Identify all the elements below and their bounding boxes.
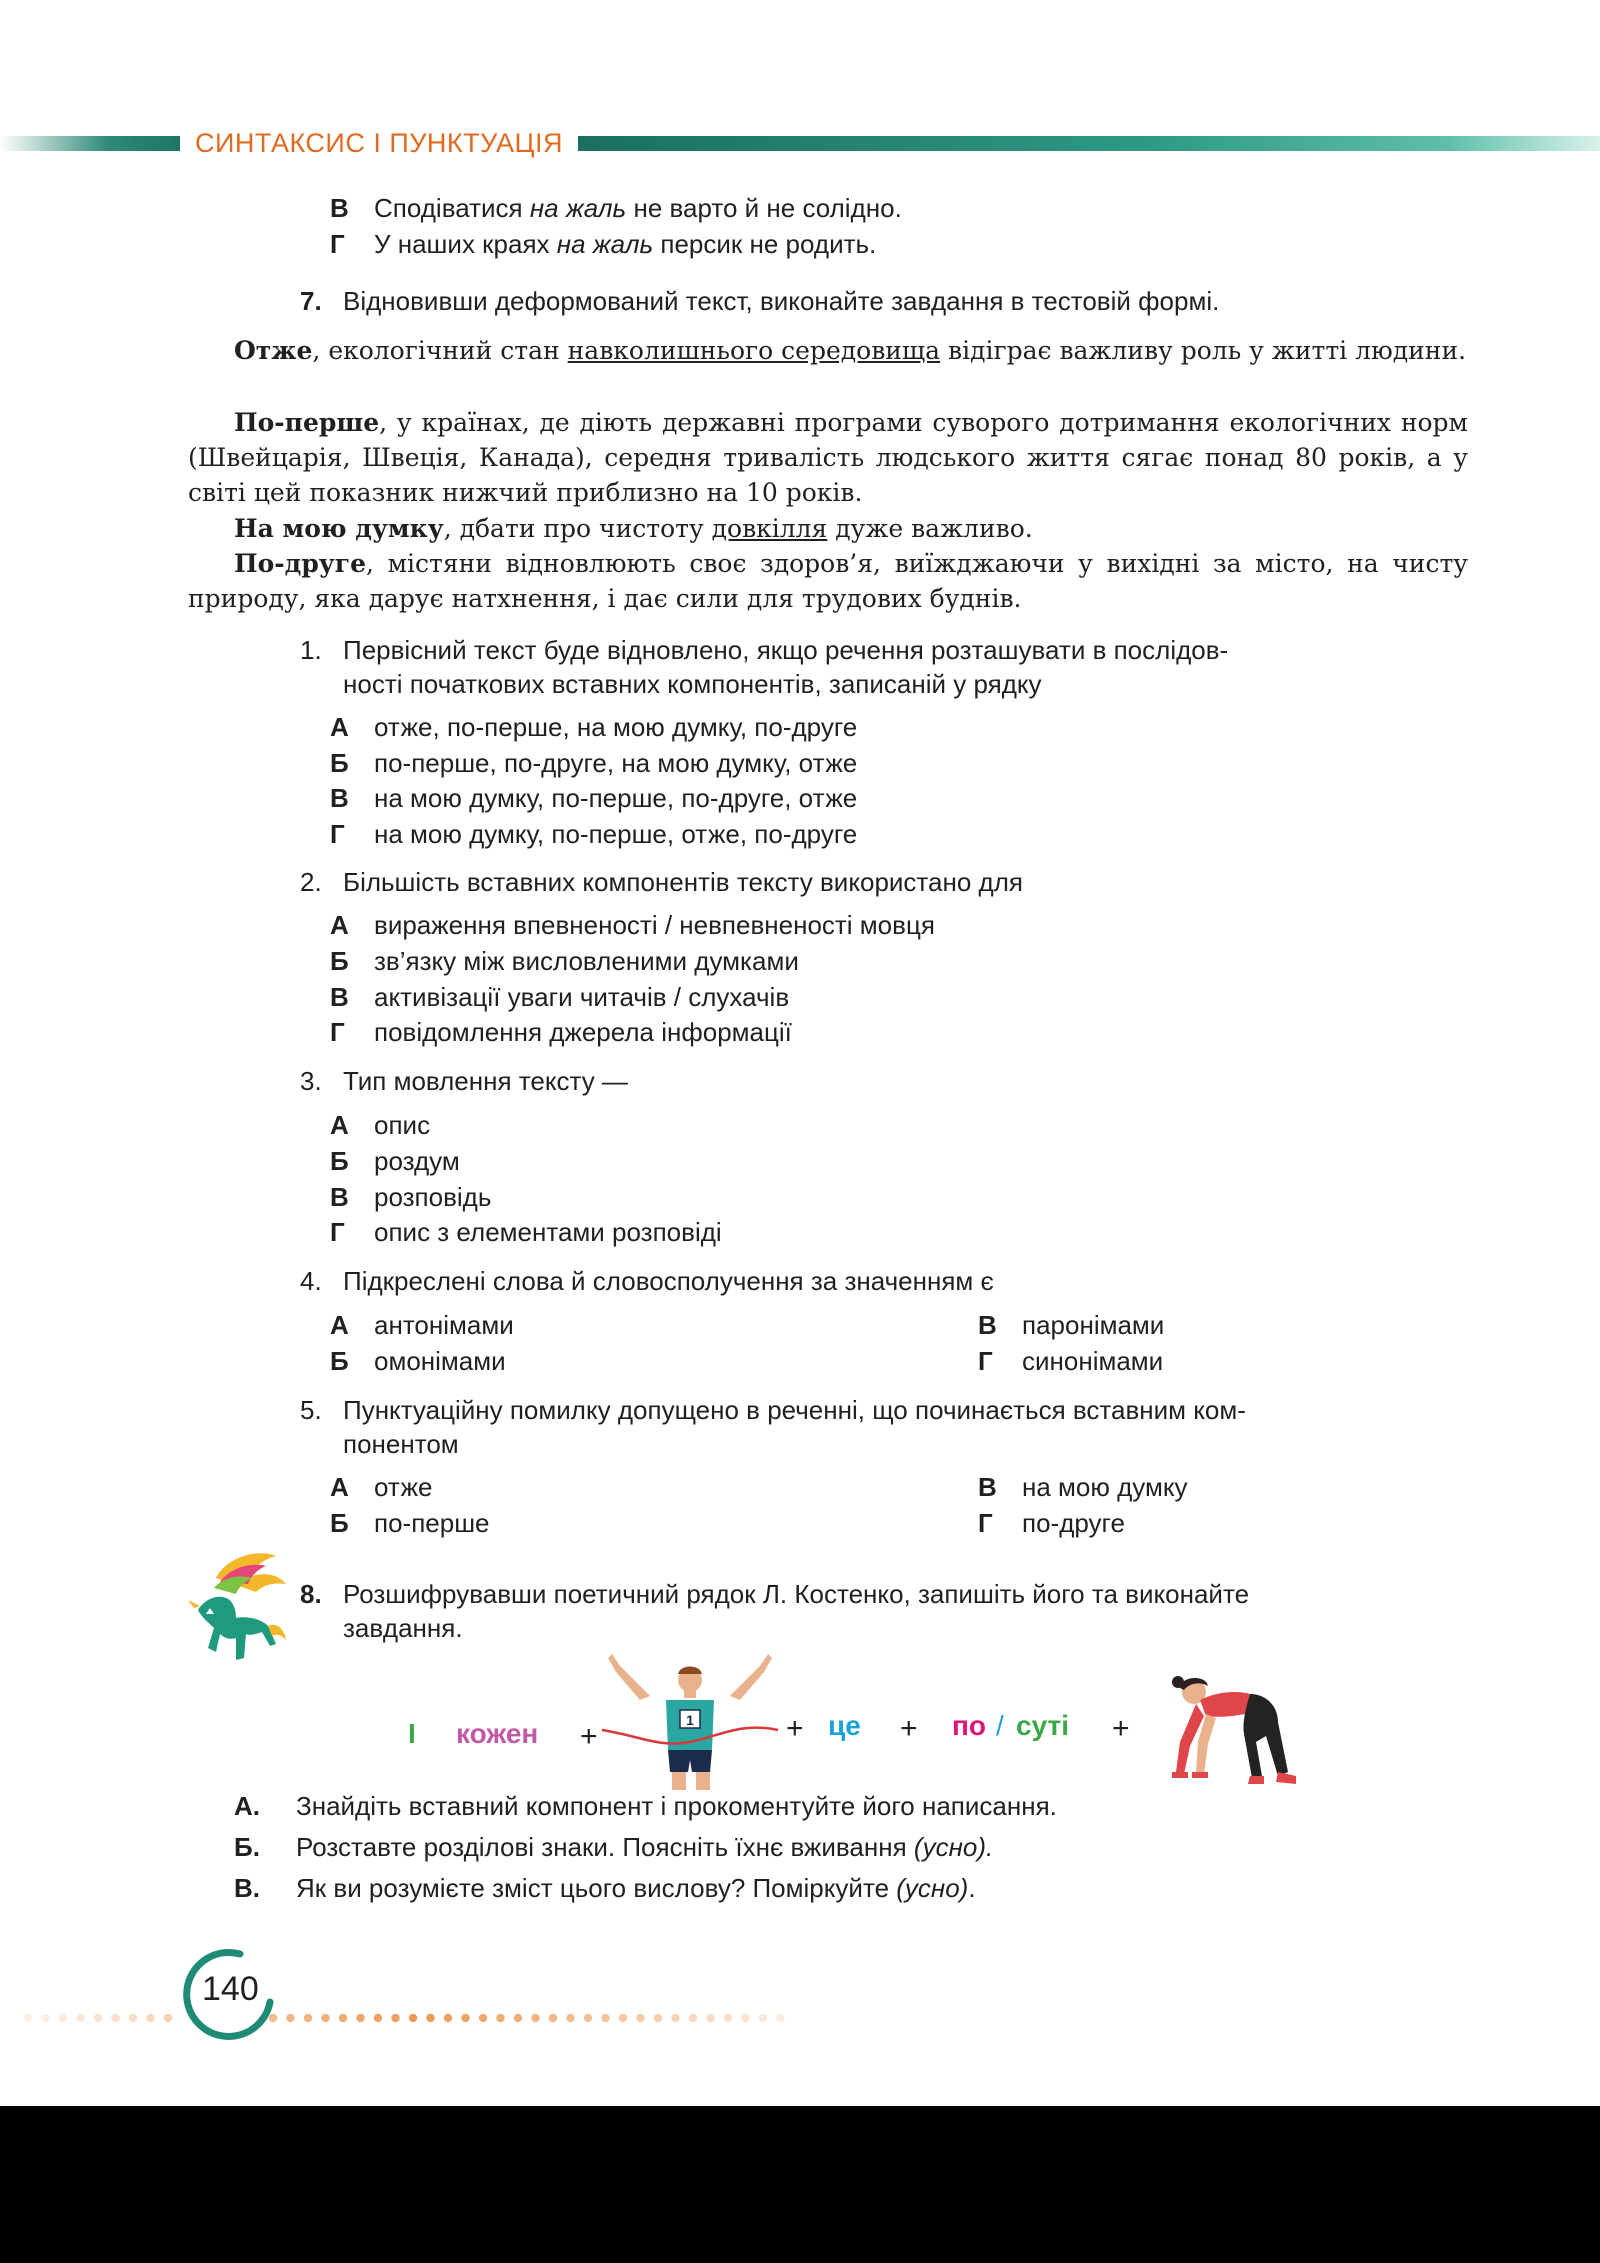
option-letter: Б	[330, 748, 349, 778]
item-text: Знайдіть вставний компонент і прокоментуйте його написання.	[296, 1791, 1057, 1821]
footer-dot	[41, 2014, 49, 2022]
option-letter: Б	[330, 1346, 349, 1376]
page-number: 140	[202, 1970, 259, 2008]
question-number: 5.	[300, 1395, 322, 1425]
answer-option[interactable]	[330, 1214, 722, 1250]
footer-dot	[76, 2014, 84, 2022]
footer-dot	[776, 2014, 784, 2022]
option-letter: Г	[978, 1346, 993, 1376]
option-letter: Г	[978, 1508, 993, 1538]
prev-option-v	[330, 190, 902, 226]
footer-dot	[339, 2014, 347, 2022]
footer-dot	[566, 2014, 574, 2022]
footer-dot	[304, 2014, 312, 2022]
header-bar-right	[578, 136, 1600, 151]
option-text: паронімами	[1022, 1310, 1165, 1340]
option-letter: Б	[330, 1146, 349, 1176]
question-number: 2.	[300, 867, 322, 897]
option-letter: В	[330, 193, 349, 223]
footer-dot	[24, 2014, 32, 2022]
answer-option[interactable]	[330, 1143, 460, 1179]
item-letter: Б.	[234, 1832, 260, 1862]
option-text: персик не родить.	[653, 229, 877, 259]
option-letter: В	[978, 1472, 997, 1502]
option-text: по-друге	[1022, 1508, 1125, 1538]
footer-dot	[759, 2014, 767, 2022]
footer-dot	[129, 2014, 137, 2022]
paragraph-text: , дбати про чистоту	[443, 514, 712, 543]
puzzle-word: кожен	[456, 1718, 539, 1749]
option-text: опис	[374, 1110, 431, 1140]
text-paragraph	[188, 546, 1468, 616]
option-text: на мою думку, по-перше, отже, по-друге	[374, 819, 858, 849]
item-letter: В.	[234, 1873, 260, 1903]
footer-dot	[146, 2014, 154, 2022]
paragraph-text: , екологічний стан	[312, 336, 568, 365]
task-number: 7.	[300, 286, 322, 316]
answer-option[interactable]	[330, 1014, 792, 1050]
answer-option[interactable]	[330, 979, 789, 1015]
underlined-phrase: довкілля	[711, 514, 828, 543]
footer-dot	[461, 2014, 469, 2022]
paragraph-bold: По-перше	[234, 408, 380, 437]
option-letter: А	[330, 712, 349, 742]
question-number: 4.	[300, 1266, 322, 1296]
option-text: отже	[374, 1472, 433, 1502]
footer-dot	[741, 2014, 749, 2022]
paragraph-bold: По-друге	[234, 549, 367, 578]
option-italic: на жаль	[529, 193, 627, 223]
footer-dot	[426, 2014, 434, 2022]
footer-dot	[584, 2014, 592, 2022]
puzzle-slash: /	[996, 1710, 1004, 1741]
footer-dot	[689, 2014, 697, 2022]
puzzle-word: І	[408, 1718, 416, 1749]
question-text: Підкреслені слова й словосполучення за значенням є	[343, 1266, 994, 1296]
item-text: .	[968, 1873, 976, 1903]
footer-dot	[321, 2014, 329, 2022]
option-letter: Б	[330, 946, 349, 976]
option-letter: А	[330, 910, 349, 940]
task-item	[234, 1829, 993, 1865]
question-number: 3.	[300, 1066, 322, 1096]
answer-option[interactable]	[330, 1343, 506, 1379]
answer-option[interactable]	[330, 1107, 430, 1143]
option-text: У наших краях	[374, 229, 557, 259]
option-text: на мою думку, по-перше, по-друге, отже	[374, 783, 858, 813]
plus-sign: +	[900, 1712, 918, 1745]
footer-dot	[356, 2014, 364, 2022]
answer-option[interactable]	[330, 907, 935, 943]
task-item	[234, 1870, 976, 1906]
paragraph-text: відіграє важливу роль у житті людини.	[940, 336, 1467, 365]
paragraph-text: дуже важливо.	[827, 514, 1033, 543]
task-instruction: Розшифрувавши поетичний рядок Л. Костенко, запишіть його та виконайте	[343, 1579, 1250, 1609]
text-paragraph	[188, 511, 1468, 546]
task-instruction: завдання.	[343, 1613, 463, 1643]
task-instruction: Відновивши деформований текст, виконайте завдання в тестовій формі.	[343, 286, 1220, 316]
option-text: опис з елементами розповіді	[374, 1217, 722, 1247]
option-text: омонімами	[374, 1346, 506, 1376]
option-text: на мою думку	[1022, 1472, 1188, 1502]
item-letter: А.	[234, 1791, 260, 1821]
paragraph-text: , містяни відновлюють своє здоров’я, виїжджаючи у вихідні за місто, на чисту природу, яка дарує натхнення, і дає сили для трудових буднів.	[188, 549, 1468, 613]
option-text: повідомлення джерела інформації	[374, 1017, 792, 1047]
option-text: синонімами	[1022, 1346, 1164, 1376]
runner-finish-image	[600, 1652, 780, 1792]
option-text: по-перше, по-друге, на мою думку, отже	[374, 748, 858, 778]
answer-option[interactable]	[330, 1505, 490, 1541]
option-text: по-перше	[374, 1508, 490, 1538]
option-text: не варто й не солідно.	[626, 193, 902, 223]
footer-dot	[724, 2014, 732, 2022]
footer-dot	[549, 2014, 557, 2022]
footer-dot	[391, 2014, 399, 2022]
option-text: роздум	[374, 1146, 460, 1176]
text-paragraph	[188, 333, 1468, 368]
option-text: розповідь	[374, 1182, 492, 1212]
header-bar-left	[0, 136, 180, 151]
text-paragraph	[188, 405, 1468, 510]
option-letter: В	[978, 1310, 997, 1340]
runner-start-image	[1166, 1672, 1302, 1790]
footer-dot	[94, 2014, 102, 2022]
option-letter: Г	[330, 1217, 345, 1247]
question-text: Первісний текст буде відновлено, якщо речення розташувати в послідов-	[343, 635, 1229, 665]
option-letter: Б	[330, 1508, 349, 1538]
answer-option[interactable]	[978, 1505, 1125, 1541]
footer-dot	[286, 2014, 294, 2022]
item-text: Розставте розділові знаки. Поясніть їхнє вживання	[296, 1832, 914, 1862]
answer-option[interactable]	[330, 1307, 514, 1343]
bottom-black-area	[0, 2106, 1600, 2263]
footer-dot	[531, 2014, 539, 2022]
answer-option[interactable]	[330, 943, 799, 979]
footer-dots	[20, 2011, 800, 2025]
option-letter: В	[330, 982, 349, 1012]
option-text: Сподіватися	[374, 193, 530, 223]
question-text: Пунктуаційну помилку допущено в реченні, що починається вставним ком-	[343, 1395, 1246, 1425]
plus-sign: +	[786, 1712, 804, 1745]
footer-dot	[164, 2014, 172, 2022]
item-italic: (усно)	[896, 1873, 969, 1903]
answer-option[interactable]	[330, 780, 857, 816]
option-text: зв’язку між висловленими думками	[374, 946, 799, 976]
answer-option[interactable]	[330, 709, 857, 745]
footer-dot	[671, 2014, 679, 2022]
answer-option[interactable]	[978, 1307, 1164, 1343]
footer-dot	[479, 2014, 487, 2022]
bib-number: 1	[686, 1712, 694, 1728]
answer-option[interactable]	[330, 816, 857, 852]
plus-sign: +	[1112, 1712, 1130, 1745]
underlined-phrase: навколишнього середовища	[567, 336, 941, 365]
question-text: понентом	[343, 1429, 459, 1459]
plus-sign: +	[580, 1720, 598, 1753]
option-text: отже, по-перше, на мою думку, по-друге	[374, 712, 858, 742]
footer-dot	[496, 2014, 504, 2022]
footer-dot	[706, 2014, 714, 2022]
option-letter: А	[330, 1310, 349, 1340]
footer-dot	[374, 2014, 382, 2022]
option-letter: А	[330, 1110, 349, 1140]
answer-option[interactable]	[330, 1469, 433, 1505]
footer-dot	[111, 2014, 119, 2022]
unicorn-icon	[186, 1548, 290, 1668]
footer-dot	[636, 2014, 644, 2022]
footer-dot	[409, 2014, 417, 2022]
answer-option[interactable]	[978, 1469, 1188, 1505]
paragraph-bold: Отже	[234, 336, 313, 365]
option-letter: Г	[330, 819, 345, 849]
puzzle-word: суті	[1016, 1710, 1069, 1741]
footer-dot	[514, 2014, 522, 2022]
option-letter: В	[330, 783, 349, 813]
item-text: Як ви розумієте зміст цього вислову? Поміркуйте	[296, 1873, 897, 1903]
option-letter: В	[330, 1182, 349, 1212]
paragraph-bold: На мою думку	[234, 514, 444, 543]
option-text: вираження впевненості / невпевненості мовця	[374, 910, 935, 940]
option-text: активізації уваги читачів / слухачів	[374, 982, 790, 1012]
item-italic: (усно).	[913, 1832, 994, 1862]
question-text: Тип мовлення тексту —	[343, 1066, 628, 1096]
question-text: ності початкових вставних компонентів, записаній у рядку	[343, 669, 1042, 699]
option-italic: на жаль	[556, 229, 654, 259]
question-number: 1.	[300, 635, 322, 665]
option-letter: Г	[330, 229, 345, 259]
answer-option[interactable]	[978, 1343, 1163, 1379]
option-letter: Г	[330, 1017, 345, 1047]
task-item	[234, 1788, 1057, 1824]
footer-dot	[59, 2014, 67, 2022]
footer-dot	[444, 2014, 452, 2022]
task-number: 8.	[300, 1579, 322, 1609]
paragraph-text: , у країнах, де діють державні програми суворого дотримання екологічних норм (Швейцарія, Швеція, Канада), середня тривалість людського життя сягає понад 80 років, а у світі цей показник нижчий приблизно на 10 років.	[188, 408, 1468, 507]
question-text: Більшість вставних компонентів тексту використано для	[343, 867, 1023, 897]
option-text: антонімами	[374, 1310, 514, 1340]
option-letter: А	[330, 1472, 349, 1502]
answer-option[interactable]	[330, 745, 857, 781]
section-title: СИНТАКСИС І ПУНКТУАЦІЯ	[195, 128, 563, 158]
footer-dot	[619, 2014, 627, 2022]
answer-option[interactable]	[330, 1179, 491, 1215]
footer-dot	[654, 2014, 662, 2022]
prev-option-h	[330, 226, 876, 262]
footer-dot	[601, 2014, 609, 2022]
puzzle-word: по	[952, 1710, 987, 1741]
puzzle-word: це	[828, 1710, 861, 1741]
